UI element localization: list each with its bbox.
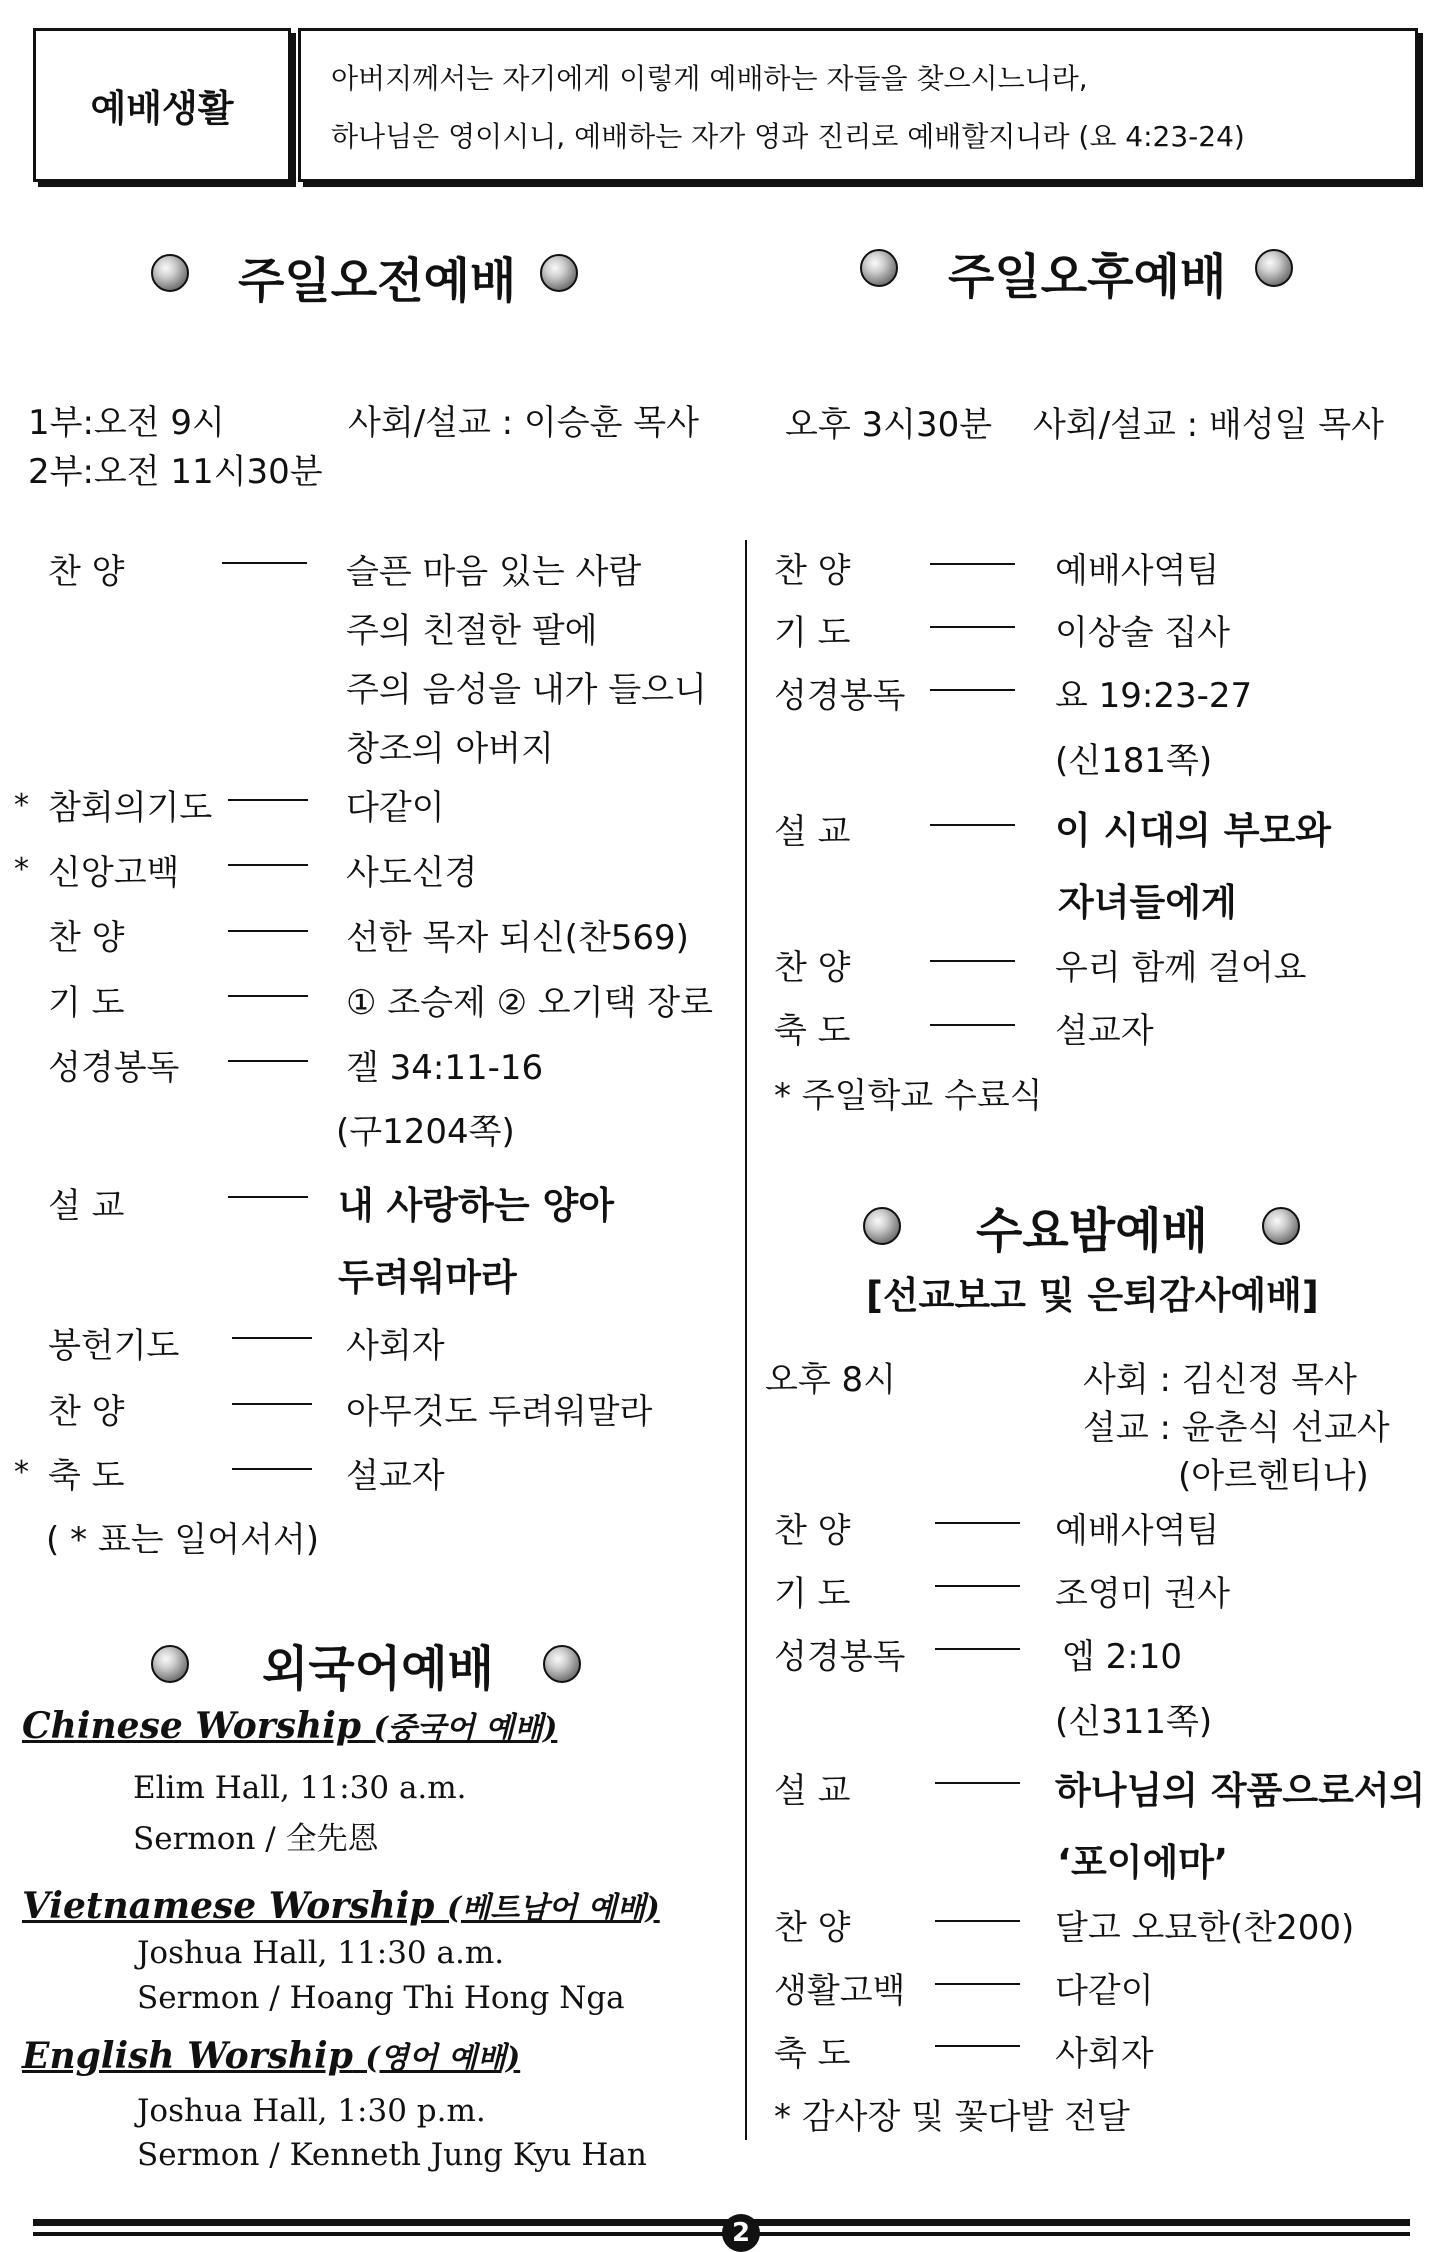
- vietnamese-title-ko: (베트남어 예배): [447, 1891, 660, 1926]
- vietnamese-worship-title: [22, 1883, 660, 1927]
- order-value: 조영미 권사: [1055, 1574, 1231, 1614]
- sermon-title: 하나님의 작품으로서의: [1055, 1769, 1426, 1812]
- wednesday-preacher-note: (아르헨티나): [1178, 1456, 1369, 1496]
- page-number: 2: [722, 2214, 760, 2252]
- english-title-ko: (영어 예배): [365, 2041, 521, 2076]
- dash: [935, 1782, 1020, 1784]
- vietnamese-place: Joshua Hall, 11:30 a.m.: [137, 1935, 505, 1971]
- order-value: 예배사역팀: [1055, 551, 1220, 591]
- sermon-title: 이 시대의 부모와: [1055, 809, 1331, 852]
- bullet-icon: [151, 254, 189, 292]
- column-divider: [745, 540, 747, 2140]
- vietnamese-sermon: Sermon / Hoang Thi Hong Nga: [137, 1980, 625, 2016]
- dash: [930, 824, 1015, 826]
- english-place: Joshua Hall, 1:30 p.m.: [137, 2093, 486, 2129]
- order-value: 사회자: [1055, 2034, 1154, 2074]
- order-label: 찬 양: [774, 1908, 851, 1948]
- dash: [935, 1983, 1020, 1985]
- dash: [228, 1060, 308, 1062]
- dash: [232, 1337, 312, 1339]
- order-value: 사도신경: [346, 853, 478, 893]
- standing-mark: *: [14, 852, 29, 887]
- order-value: 선한 목자 되신(찬569): [346, 918, 689, 958]
- morning-time-2: 2부:오전 11시30분: [28, 452, 323, 492]
- morning-leader: 사회/설교 : 이승훈 목사: [348, 403, 699, 443]
- order-value: 창조의 아버지: [346, 729, 554, 769]
- order-value: 주의 음성을 내가 들으니: [346, 670, 707, 710]
- section-title: 예배생활: [90, 87, 234, 130]
- bullet-icon: [1262, 1207, 1300, 1245]
- chinese-title-ko: (중국어 예배): [373, 1711, 558, 1746]
- order-value: 주의 친절한 팔에: [346, 611, 598, 651]
- order-value: 이상술 집사: [1055, 613, 1231, 653]
- morning-heading: 주일오전예배: [238, 253, 517, 309]
- bullet-icon: [540, 254, 578, 292]
- standing-note: ( * 표는 일어서서): [46, 1520, 320, 1560]
- dash: [228, 864, 308, 866]
- order-value: 요 19:23-27: [1055, 676, 1253, 716]
- bullet-icon: [860, 249, 898, 287]
- order-label: 성경봉독: [774, 676, 906, 716]
- dash: [232, 1403, 312, 1405]
- standing-mark: *: [14, 1455, 29, 1490]
- order-label: 봉헌기도: [48, 1326, 180, 1366]
- morning-time-1: 1부:오전 9시: [28, 403, 225, 443]
- bullet-icon: [543, 1645, 581, 1683]
- chinese-place: Elim Hall, 11:30 a.m.: [133, 1770, 467, 1806]
- english-title-en: English Worship: [22, 2035, 353, 2077]
- dash: [935, 1522, 1020, 1524]
- dash: [930, 1024, 1015, 1026]
- chinese-title-en: Chinese Worship: [22, 1705, 362, 1747]
- order-label: 찬 양: [48, 1392, 125, 1432]
- dash: [930, 626, 1015, 628]
- chinese-worship-title: [22, 1703, 557, 1747]
- afternoon-leader: 사회/설교 : 배성일 목사: [1033, 405, 1384, 445]
- dash: [935, 1648, 1020, 1650]
- verse-line-1: 아버지께서는 자기에게 이렇게 예배하는 자들을 찾으시느니라,: [331, 62, 1088, 95]
- dash: [222, 562, 307, 564]
- bullet-icon: [863, 1207, 901, 1245]
- dash: [930, 563, 1015, 565]
- order-value: 설교자: [1055, 1011, 1154, 1051]
- english-sermon: Sermon / Kenneth Jung Kyu Han: [137, 2137, 647, 2173]
- dash: [228, 1196, 308, 1198]
- order-value: 다같이: [1055, 1971, 1154, 2011]
- order-value: (신181쪽): [1055, 741, 1213, 781]
- section-title-box: [33, 28, 291, 182]
- vietnamese-title-en: Vietnamese Worship: [22, 1885, 435, 1927]
- footer-rule-top: [33, 2219, 1410, 2226]
- dash: [228, 930, 308, 932]
- sermon-title: 자녀들에게: [1058, 881, 1237, 924]
- order-value: 다같이: [346, 788, 445, 828]
- dash: [228, 995, 308, 997]
- sermon-title: ‘포이에마’: [1057, 1841, 1229, 1884]
- order-label: 기 도: [774, 613, 851, 653]
- order-label: 생활고백: [774, 1971, 906, 2011]
- order-value: 아무것도 두려워말라: [346, 1392, 653, 1432]
- order-value: 슬픈 마음 있는 사람: [346, 552, 642, 592]
- order-label: 기 도: [48, 983, 125, 1023]
- order-value: 사회자: [346, 1326, 445, 1366]
- order-label: 성경봉독: [774, 1637, 906, 1677]
- order-label: 설 교: [48, 1186, 125, 1226]
- order-value: 달고 오묘한(찬200): [1055, 1908, 1355, 1948]
- dash: [935, 2045, 1020, 2047]
- dash: [930, 689, 1015, 691]
- order-label: 축 도: [774, 2034, 851, 2074]
- dash: [930, 960, 1015, 962]
- order-value: 겔 34:11-16: [346, 1048, 544, 1088]
- dash: [232, 1468, 312, 1470]
- foreign-heading: 외국어예배: [262, 1641, 494, 1697]
- order-label: 찬 양: [774, 1511, 851, 1551]
- order-value: 예배사역팀: [1055, 1511, 1220, 1551]
- order-label: 설 교: [774, 1771, 851, 1811]
- order-label: 참회의기도: [48, 788, 213, 828]
- order-value: (구1204쪽): [336, 1112, 515, 1152]
- sermon-title: 두려워마라: [338, 1256, 517, 1299]
- order-label: 설 교: [774, 812, 851, 852]
- afternoon-note: * 주일학교 수료식: [774, 1076, 1043, 1116]
- verse-line-2: 하나님은 영이시니, 예배하는 자가 영과 진리로 예배할지니라 (요 4:23-24): [331, 120, 1245, 153]
- dash: [935, 1920, 1020, 1922]
- afternoon-time: 오후 3시30분: [785, 405, 993, 445]
- order-value: (신311쪽): [1055, 1702, 1213, 1742]
- english-worship-title: [22, 2033, 520, 2077]
- wednesday-preacher: 설교 : 윤춘식 선교사: [1083, 1408, 1390, 1448]
- verse-box: [298, 28, 1418, 182]
- sermon-title: 내 사랑하는 양아: [338, 1184, 614, 1227]
- bullet-icon: [151, 1645, 189, 1683]
- wednesday-note: * 감사장 및 꽃다발 전달: [774, 2097, 1130, 2137]
- bullet-icon: [1255, 249, 1293, 287]
- wednesday-subheading: [선교보고 및 은퇴감사예배]: [866, 1274, 1319, 1317]
- order-label: 찬 양: [774, 948, 851, 988]
- order-value: 설교자: [346, 1456, 445, 1496]
- order-label: 성경봉독: [48, 1048, 180, 1088]
- chinese-sermon: Sermon / 全先恩: [133, 1821, 379, 1857]
- order-value: 우리 함께 걸어요: [1055, 948, 1307, 988]
- afternoon-heading: 주일오후예배: [948, 249, 1227, 305]
- order-label: 찬 양: [48, 552, 125, 592]
- order-label: 축 도: [774, 1011, 851, 1051]
- dash: [228, 799, 308, 801]
- order-value: 엡 2:10: [1062, 1637, 1183, 1677]
- dash: [935, 1585, 1020, 1587]
- order-label: 찬 양: [48, 918, 125, 958]
- order-label: 찬 양: [774, 551, 851, 591]
- order-label: 축 도: [48, 1456, 125, 1496]
- order-label: 기 도: [774, 1574, 851, 1614]
- order-value: ① 조승제 ② 오기택 장로: [346, 983, 713, 1023]
- wednesday-time: 오후 8시: [765, 1360, 896, 1400]
- order-label: 신앙고백: [48, 853, 180, 893]
- wednesday-heading: 수요밤예배: [976, 1203, 1208, 1259]
- wednesday-host: 사회 : 김신정 목사: [1083, 1360, 1357, 1400]
- standing-mark: *: [14, 788, 29, 823]
